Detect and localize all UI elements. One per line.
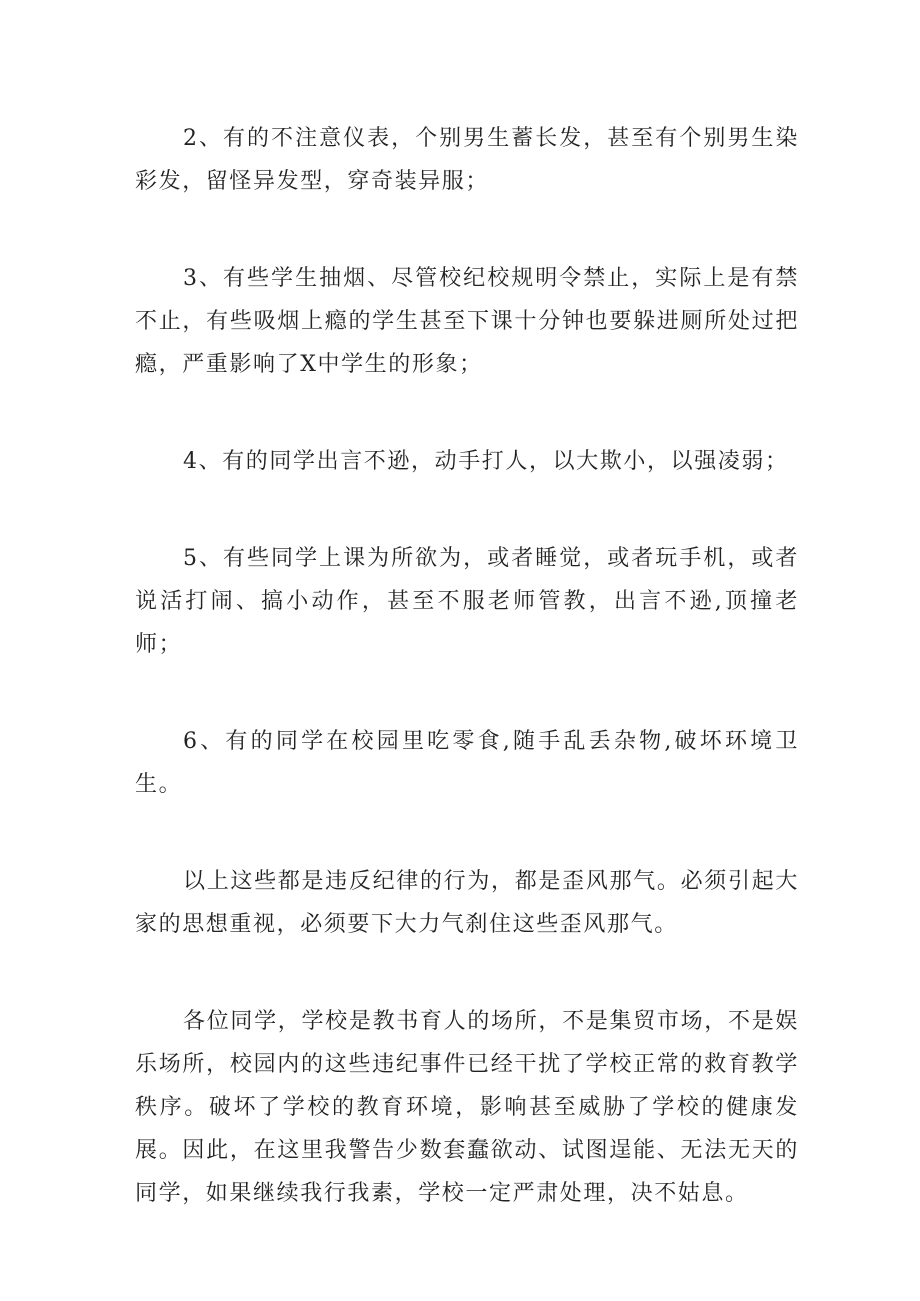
- document-body: [135, 117, 799, 1215]
- paragraph-item-3: 3、有些学生抽烟、尽管校纪校规明令禁止，实际上是有禁不止，有些吸烟上瘾的学生甚至下课十分钟也要躲进厕所处过把瘾，严重影响了X中学生的形象；: [135, 266, 799, 377]
- paragraph-warning: 各位同学，学校是教书育人的场所，不是集贸市场，不是娱乐场所，校园内的这些违纪事件已经干扰了学校正常的救育教学秩序。破坏了学校的教育环境，影响甚至威胁了学校的健康发展。因此，在这里我警告少数套蠢欲动、试图逞能、无法无天的同学，如果继续我行我素，学校一定严肃处理，决不姑息。: [135, 1009, 799, 1206]
- paragraph-item-5: 5、有些同学上课为所欲为，或者睡觉，或者玩手机，或者说活打闹、搞小动作，甚至不服老师管教，出言不逊,顶撞老师；: [135, 546, 799, 657]
- paragraph-summary: 以上这些都是违反纪律的行为，都是歪风那气。必须引起大家的思想重视，必须要下大力气刹住这些歪风那气。: [135, 869, 799, 937]
- paragraph-item-6: 6、有的同学在校园里吃零食,随手乱丢杂物,破坏环境卫生。: [135, 729, 799, 797]
- paragraph-item-2: 2、有的不注意仪表，个别男生蓄长发，甚至有个别男生染彩发，留怪异发型，穿奇装异服；: [135, 126, 799, 194]
- paragraph-item-4: 4、有的同学出言不逊，动手打人，以大欺小，以强凌弱；: [183, 449, 789, 474]
